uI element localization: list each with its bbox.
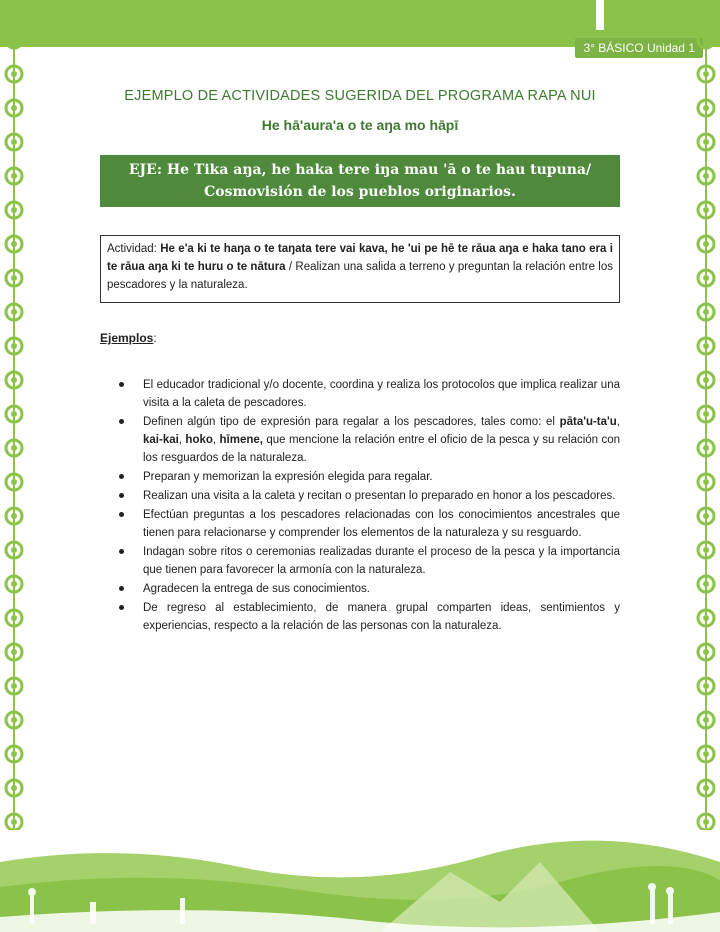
list-item: [100, 468, 620, 486]
spiral-core: [703, 683, 709, 689]
spiral-core: [703, 411, 709, 417]
list-item: [100, 506, 620, 542]
spiral-core: [703, 37, 709, 43]
activity-box: [100, 235, 620, 303]
eje-line-1: EJE: He Tika aŋa, he haka tere iŋa mau 'ā o te hau tupuna/: [128, 162, 592, 178]
list-item-text: Preparan y memorizan la expresión elegida para regalar.: [143, 471, 433, 483]
examples-heading-colon: :: [153, 331, 157, 345]
spiral-core: [703, 343, 709, 349]
left-decorative-border: [2, 30, 26, 830]
spiral-core: [11, 717, 17, 723]
spiral-core: [703, 513, 709, 519]
spiral-core: [703, 139, 709, 145]
spiral-core: [11, 513, 17, 519]
activity-translation: Realizan una salida a terreno y preguntan la relación entre los pescadores y la naturaleza.: [107, 261, 614, 291]
spiral-core: [703, 71, 709, 77]
spiral-core: [11, 309, 17, 315]
item-text-post: que mencione la relación entre el oficio de la pesca y su relación con los resguardos de la naturaleza.: [143, 434, 621, 464]
item-bold-word: kai-kai: [143, 434, 179, 446]
spiral-core: [703, 649, 709, 655]
spiral-core: [703, 445, 709, 451]
spiral-core: [11, 207, 17, 213]
list-item-text: El educador tradicional y/o docente, coordina y realiza los protocolos que implica realizar una visita a la caleta de pescadores.: [143, 379, 620, 409]
spiral-core: [703, 819, 709, 825]
list-item-text: Efectúan preguntas a los pescadores relacionadas con los conocimientos ancestrales que tienen para relacionarse y comprender los elementos de la naturaleza y su resguardo.: [143, 509, 620, 539]
spiral-core: [703, 173, 709, 179]
list-item: [100, 413, 620, 467]
spiral-core: [11, 547, 17, 553]
spiral-core: [703, 105, 709, 111]
top-bar-notch: [596, 0, 604, 30]
footer-landscape-illustration: [0, 832, 720, 932]
spiral-core: [11, 785, 17, 791]
spiral-core: [11, 241, 17, 247]
eje-banner: [100, 155, 620, 207]
page-subtitle: He hā'aura'a o te aŋa mo hāpī: [261, 117, 459, 133]
spiral-core: [11, 71, 17, 77]
spiral-core: [703, 615, 709, 621]
grade-unit-badge: 3° BÁSICO Unidad 1: [575, 38, 703, 58]
bullet-icon: [119, 586, 124, 591]
spiral-core: [703, 479, 709, 485]
spiral-core: [703, 241, 709, 247]
spiral-core: [11, 445, 17, 451]
spiral-core: [11, 751, 17, 757]
spiral-core: [11, 581, 17, 587]
spiral-core: [703, 275, 709, 281]
spiral-core: [11, 105, 17, 111]
list-item-text: Realizan una visita a la caleta y recitan o presentan lo preparado en honor a los pescadores.: [143, 490, 616, 502]
spiral-core: [11, 37, 17, 43]
spiral-core: [703, 377, 709, 383]
spiral-core: [11, 139, 17, 145]
list-item-text: Indagan sobre ritos o ceremonias realizadas durante el proceso de la pesca y la importancia que tienen para favorecer la armonía con la naturaleza.: [143, 546, 620, 576]
bullet-icon: [119, 493, 124, 498]
spiral-core: [11, 173, 17, 179]
bullet-icon: [119, 512, 124, 517]
spiral-core: [11, 649, 17, 655]
examples-list: [100, 376, 620, 636]
eje-line-2: Cosmovisión de los pueblos originarios.: [204, 184, 516, 200]
item-bold-word: hoko: [185, 434, 213, 446]
bullet-icon: [119, 474, 124, 479]
item-sep: ,: [616, 416, 620, 428]
spiral-core: [11, 819, 17, 825]
spiral-core: [11, 479, 17, 485]
examples-heading: [100, 331, 157, 345]
list-item-text: De regreso al establecimiento, de manera grupal comparten ideas, sentimientos y experiencias, respecto a la relación de las personas con la naturaleza.: [143, 602, 620, 632]
right-decorative-border: [694, 30, 718, 830]
bullet-icon: [119, 549, 124, 554]
list-item: [100, 580, 620, 598]
item-text-pre: Definen algún tipo de expresión para regalar a los pescadores, tales como: el: [143, 416, 560, 428]
spiral-core: [703, 785, 709, 791]
spiral-core: [11, 411, 17, 417]
list-item: [100, 599, 620, 635]
item-bold-word: pāta'u-ta'u: [559, 416, 617, 428]
bullet-icon: [119, 382, 124, 387]
spiral-core: [703, 547, 709, 553]
spiral-core: [703, 207, 709, 213]
activity-rapanui-text: He e'a ki te haŋa o te taŋata tere vai kava, he 'ui pe hē te rāua aŋa e haka tano era i te rāua aŋa ki te huru o te nātura: [107, 243, 613, 273]
spiral-core: [703, 751, 709, 757]
spiral-core: [11, 275, 17, 281]
list-item: [100, 543, 620, 579]
spiral-core: [703, 309, 709, 315]
item-sep: ,: [178, 434, 186, 446]
list-item: [100, 376, 620, 412]
list-item-text: Agradecen la entrega de sus conocimientos.: [143, 583, 370, 595]
activity-label: Actividad:: [107, 243, 161, 255]
spiral-core: [703, 717, 709, 723]
activity-separator: /: [285, 261, 296, 273]
page-title: EJEMPLO DE ACTIVIDADES SUGERIDA DEL PROGRAMA RAPA NUI: [124, 88, 596, 104]
spiral-core: [11, 343, 17, 349]
bullet-icon: [119, 419, 124, 424]
examples-heading-text: Ejemplos: [100, 331, 154, 345]
spiral-core: [703, 581, 709, 587]
list-item: [100, 487, 620, 505]
item-bold-word: hīmene,: [219, 434, 263, 446]
spiral-core: [11, 683, 17, 689]
item-sep: ,: [212, 434, 220, 446]
bullet-icon: [119, 605, 124, 610]
spiral-core: [11, 615, 17, 621]
list-item-text: [143, 416, 620, 464]
spiral-core: [11, 377, 17, 383]
